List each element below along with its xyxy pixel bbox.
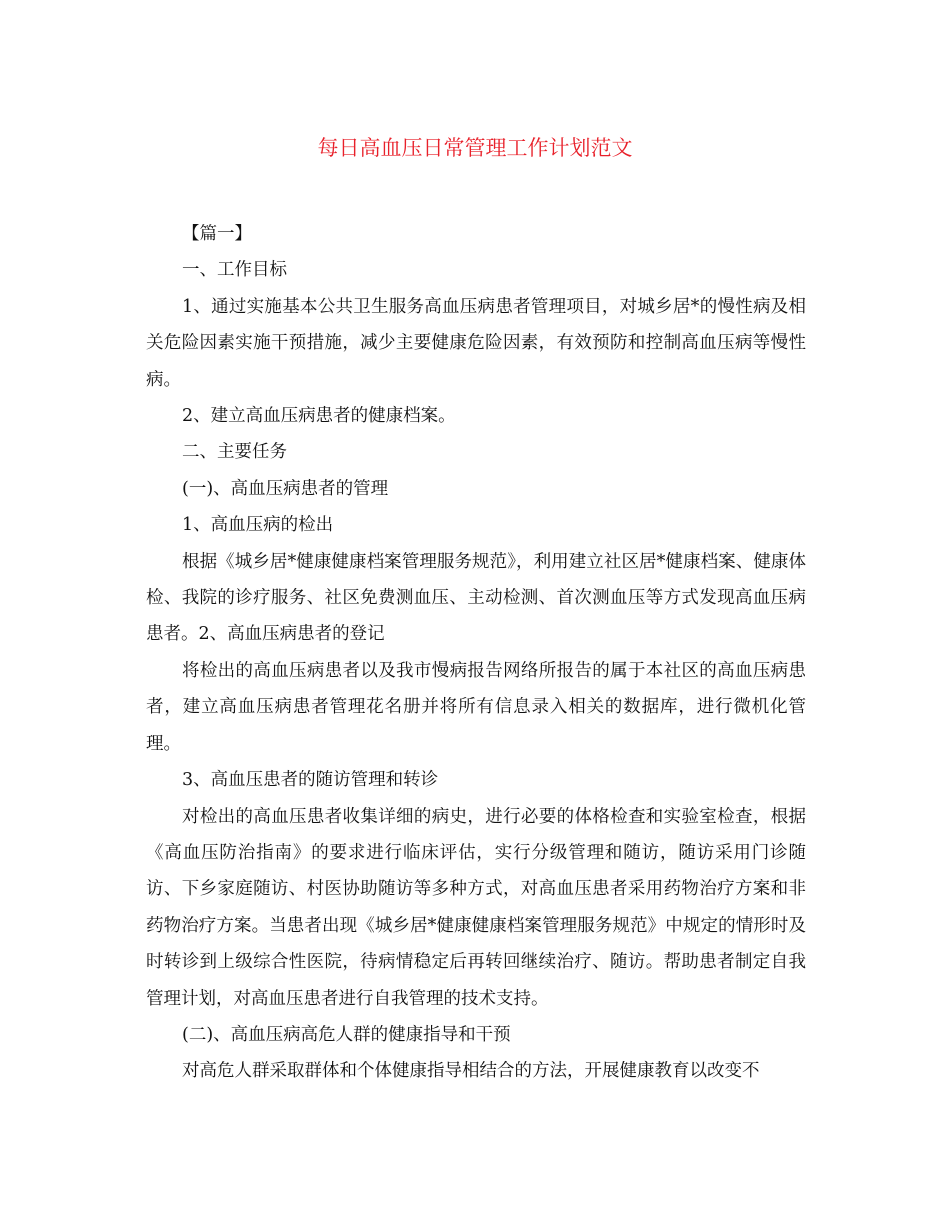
subheading: (一)、高血压病患者的管理 [182,478,389,499]
subheading: (二)、高血压病高危人群的健康指导和干预 [182,1024,511,1045]
paragraph: 将检出的高血压病患者以及我市慢病报告网络所报告的属于本社区的高血压病患者，建立高血压病患者管理花名册并将所有信息录入相关的数据库，进行微机化管理。 [146,660,806,754]
heading-tasks: 二、主要任务 [182,442,287,463]
paragraph: 1、通过实施基本公共卫生服务高血压病患者管理项目，对城乡居*的慢性病及相关危险因素实施干预措施，减少主要健康危险因素，有效预防和控制高血压病等慢性病。 [146,296,806,390]
section-heading: 【篇一】 [182,224,252,244]
subheading: 3、高血压患者的随访管理和转诊 [182,770,439,791]
subheading: 1、高血压病的检出 [182,515,334,536]
document-title: 每日高血压日常管理工作计划范文 [317,136,633,160]
paragraph: 根据《城乡居*健康健康档案管理服务规范》，利用建立社区居*健康档案、健康体检、我院的诊疗服务、社区免费测血压、主动检测、首次测血压等方式发现高血压病患者。2、高血压病患者的登记 [146,551,806,645]
document-body [146,216,806,1090]
paragraph: 对高危人群采取群体和个体健康指导相结合的方法，开展健康教育以改变不 [182,1061,760,1082]
paragraph: 对检出的高血压患者收集详细的病史，进行必要的体格检查和实验室检查，根据《高血压防治指南》的要求进行临床评估，实行分级管理和随访，随访采用门诊随访、下乡家庭随访、村医协助随访等多种方式，对高血压患者采用药物治疗方案和非药物治疗方案。当患者出现《城乡居*健康健康档案管理服务规范》中规定的情形时及时转诊到上级综合性医院，待病情稳定后再转回继续治疗、随访。帮助患者制定自我管理计划，对高血压患者进行自我管理的技术支持。 [146,806,806,1009]
paragraph: 2、建立高血压病患者的健康档案。 [182,406,456,427]
heading-goals: 一、工作目标 [182,260,287,281]
